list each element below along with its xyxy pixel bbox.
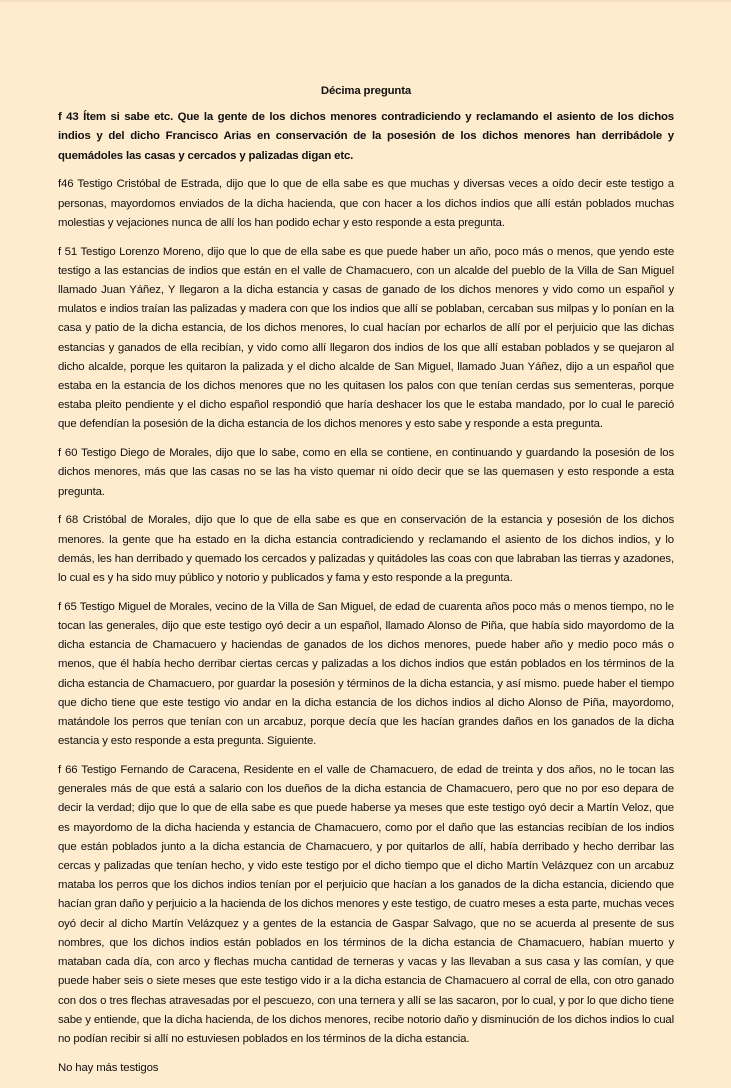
testimony-paragraph: f 68 Cristóbal de Morales, dijo que lo que de ella sabe es que en conservación de la estancia y posesión de los dichos menores. la gente que ha estado en la dicha estancia contradiciendo y reclamando el asiento de los dichos indios, y lo demás, les han derribado y quemado los cercados y palizadas y quitádoles las coas con que labraban las tierras y azadones, lo cual es y ha sido muy público y notorio y publicados y fama y esto responde a la pregunta. <box>58 514 674 585</box>
testimony-paragraph: f 66 Testigo Fernando de Caracena, Residente en el valle de Chamacuero, de edad de treinta y dos años, no le tocan las generales más de que está a salario con los dueños de la dicha estancia de Chamacuero, pero que no por eso depara de decir la verdad; dijo que lo que de ella sabe es que puede haberse ya meses que este testigo oyó decir a Martín Veloz, que es mayordomo de la dicha hacienda y estancia de Chamacuero, como por el daño que las estancias recibían de los indios que están poblados junto a la dicha estancia de Chamacuero, y por quitarlos de allí, había derribado y hecho derribar las cercas y palizadas que tenían hecho, y vido este testigo por el dicho tiempo que el dicho Martín Velázquez con un arcabuz mataba los perros que los dichos indios tenían por el perjuicio que hacían a los ganados de la dicha estancia, diciendo que hacían gran daño y perjuicio a la hacienda de los dichos menores y este testigo, de cuatro meses a esta parte, muchas veces oyó decir al dicho Martín Velázquez y a gentes de la estancia de Gaspar Salvago, que no se acuerda al presente de sus nombres, que los dichos indios están poblados en los términos de la dicha estancia de Chamacuero, habían muerto y mataban cada día, con arco y flechas mucha cantidad de terneras y vacas y las llevaban a sus casa y las comían, y que puede haber seis o siete meses que este testigo vido ir a la dicha estancia de Chamacuero al corral de ella, con otro ganado con dos o tres flechas atravesadas por el pescuezo, con una ternera y allí se las sacaron, por lo cual, y por lo que dicho tiene sabe y entiende, que la dicha hacienda, de los dichos menores, recibe notorio daño y disminución de los dichos indios lo cual no podían recibir si allí no estuviesen poblados en los términos de la dicha estancia. <box>58 764 674 1045</box>
section-title: Décima pregunta <box>320 85 412 97</box>
testimony-paragraph: f46 Testigo Cristóbal de Estrada, dijo que lo que de ella sabe es que muchas y diversas veces a oído decir este testigo a personas, mayordomos enviados de la dicha hacienda, que con hacer a los dichos indios que allí están poblados muchas molestias y vejaciones nunca de allí los han podido echar y esto responde a esta pregunta. <box>58 178 674 229</box>
testimony-paragraph: f 65 Testigo Miguel de Morales, vecino de la Villa de San Miguel, de edad de cuarenta años poco más o menos tiempo, no le tocan las generales, dijo que este testigo oyó decir a un español, llamado Alonso de Piña, que había sido mayordomo de la dicha estancia de Chamacuero y haciendas de ganados de los dichos menores, puede haber año y medio poco más o menos, que él había hecho derribar ciertas cercas y palizadas a los dichos indios que están poblados en los términos de la dicha estancia de Chamacuero, por guardar la posesión y términos de la dicha estancia, y así mismo. puede haber el tiempo que dicho tiene que este testigo vio andar en la dicha estancia de los dichos indios al dicho Alonso de Piña, mayordomo, matándole los perros que tenían con un arcabuz, porque decía que les hacían grandes daños en los ganados de la dicha estancia y esto responde a esta pregunta. Siguiente. <box>58 600 674 748</box>
question-paragraph: f 43 Ítem si sabe etc. Que la gente de los dichos menores contradiciendo y reclamando el asiento de los dichos indios y del dicho Francisco Arias en conservación de la posesión de los dichos menores han derribádole y quemádoles las casas y cercados y palizadas digan etc. <box>58 111 674 162</box>
testimony-paragraph: f 51 Testigo Lorenzo Moreno, dijo que lo que de ella sabe es que puede haber un año, poco más o menos, que yendo este testigo a las estancias de indios que están en el valle de Chamacuero, con un alcalde del pueblo de la Villa de San Miguel llamado Juan Yáñez, Y llegaron a la dicha estancia y casas de ganado de los dichos menores y vido como un español y mulatos e indios traían las palizadas y madera con que los indios que allí se poblaban, cercaban sus milpas y lo ponían en la casa y patio de la dicha estancia, de los dichos menores, lo cual hacían por echarlos de allí por el perjuicio que las dichas estancias y ganados de ella recibían, y vido como allí llegaron dos indios de los que allí estaban poblados y se quejaron al dicho alcalde, porque les quitaron la palizada y el dicho alcalde de San Miguel, llamado Juan Yáñez, dijo a un español que estaba en la estancia de los dichos menores que no les quitasen los palos con que tenían cerdas sus sementeras, porque estaba pleito pendiente y el dicho español respondió que haría deshacer los que le estaba mandado, por lo cual le pareció que defendían la posesión de la dicha estancia de los dichos menores y esto sabe y responde a esta pregunta. <box>58 245 674 431</box>
document-page <box>58 82 674 1088</box>
testimony-paragraph: f 60 Testigo Diego de Morales, dijo que lo sabe, como en ella se contiene, en continuando y guardando la posesión de los dichos menores, más que las casas no se las ha visto quemar ni oído decir que se las quemasen y esto responde a esta pregunta. <box>58 447 674 498</box>
page-top-edge <box>0 0 731 3</box>
closing-note: No hay más testigos <box>58 1061 159 1074</box>
